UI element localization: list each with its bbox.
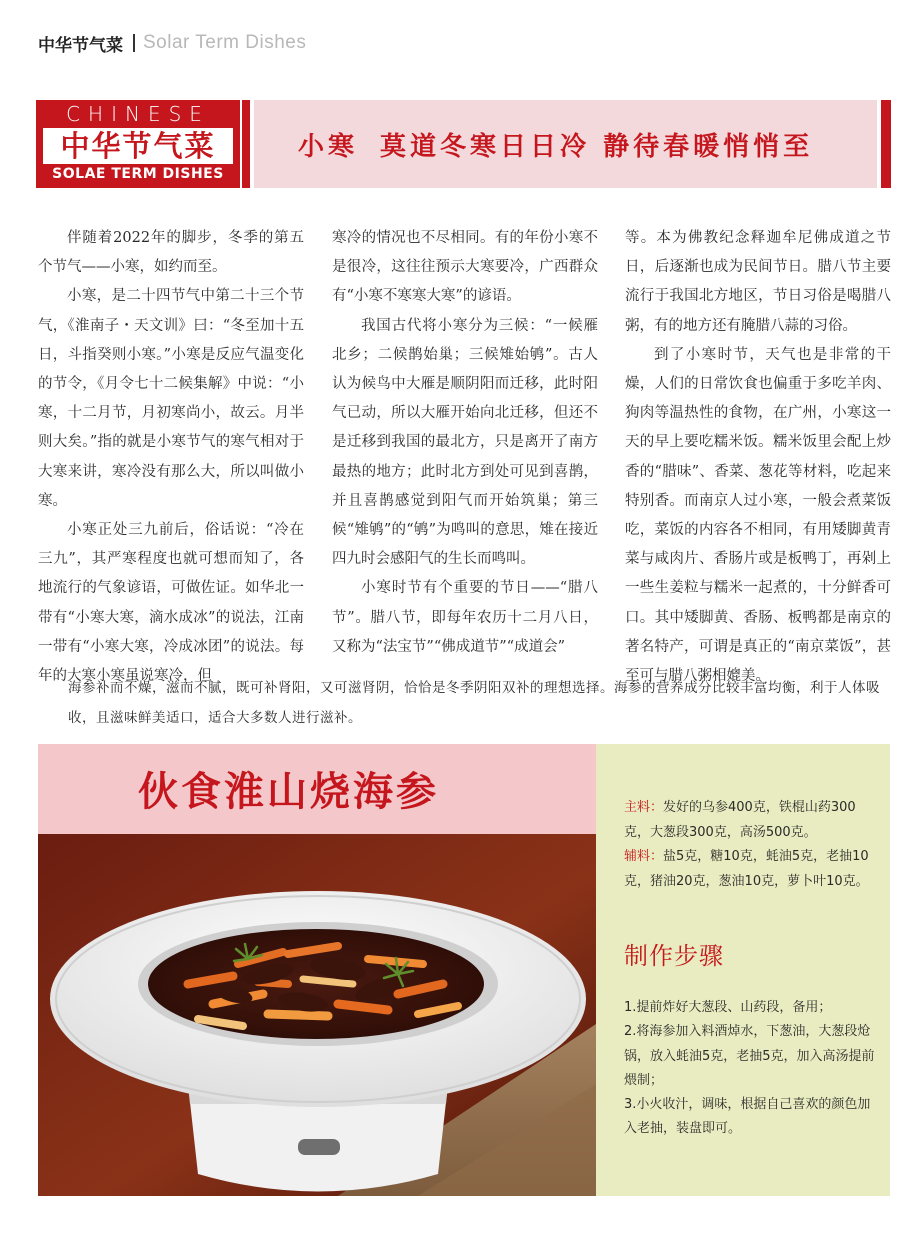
- dish-title: 伙食淮山烧海参: [138, 768, 439, 815]
- main-ingredients: [624, 796, 878, 845]
- paragraph: 寒冷的情况也不尽相同。有的年份小寒不是很冷，这往往预示大寒要冷，广西群众有“小寒不寒寒大寒”的谚语。: [332, 230, 598, 305]
- aux-ingredients: [624, 845, 878, 894]
- running-header-en: Solar Term Dishes: [143, 32, 307, 53]
- dish-photo: [38, 834, 596, 1196]
- logo-english-top: CHINESE: [66, 102, 210, 126]
- aux-ingredients-text: 盐5克，糖10克，蚝油5克，老抽10克，猪油20克，葱油10克，萝卜叶10克。: [624, 849, 869, 889]
- steps-list: [624, 996, 880, 1142]
- banner-title: [298, 126, 813, 163]
- recipe-info-panel: [596, 744, 890, 1196]
- dish-title-panel: [38, 744, 596, 834]
- banner-divider-left: [242, 100, 250, 188]
- running-header: [38, 30, 306, 56]
- steps-heading: 制作步骤: [624, 942, 724, 970]
- column-logo: [36, 100, 240, 188]
- banner-title-panel: [254, 100, 877, 188]
- paragraph: 到了小寒时节，天气也是非常的干燥，人们的日常饮食也偏重于多吃羊肉、狗肉等温热性的食物，在广州，小寒这一天的早上要吃糯米饭。糯米饭里会配上炒香的“腊味”、香菜、葱花等材料，吃起来特别香。而南京人过小寒，一般会煮菜饭吃，菜饭的内容各不相同，有用矮脚黄青菜与咸肉片、香肠片或是板鸭丁，再剁上一些生姜粒与糯米一起煮的，十分鲜香可口。其中矮脚黄、香肠、板鸭都是南京的著名特产，可谓是真正的“南京菜饭”，甚至可与腊八粥相媲美。: [625, 346, 891, 685]
- logo-chinese: 中华节气菜: [60, 129, 216, 163]
- paragraph: 等。本为佛教纪念释迦牟尼佛成道之节日，后逐渐也成为民间节日。腊八节主要流行于我国北方地区，节日习俗是喝腊八粥，有的地方还有腌腊八蒜的习俗。: [625, 230, 891, 334]
- step-item: 3.小火收汁，调味，根据自己喜欢的颜色加入老抽，装盘即可。: [624, 1097, 871, 1137]
- article-column-2: [332, 224, 598, 662]
- aux-ingredients-label: 辅料：: [624, 849, 664, 864]
- logo-english-bottom: SOLAE TERM DISHES: [52, 166, 224, 182]
- solar-term-name: 小寒: [298, 131, 359, 162]
- logo-cn-plate: [43, 128, 233, 164]
- banner-motto: 莫道冬寒日日冷 静待春暖悄悄至: [380, 131, 814, 162]
- step-item: 2.将海参加入料酒焯水，下葱油，大葱段炝锅，放入蚝油5克，老抽5克，加入高汤提前煨制；: [624, 1024, 875, 1088]
- running-header-divider: [133, 34, 135, 52]
- article-column-1: [38, 224, 304, 691]
- running-header-cn: 中华节气菜: [38, 35, 123, 56]
- main-ingredients-label: 主料：: [624, 800, 664, 815]
- main-ingredients-text: 发好的乌参400克，铁棍山药300克，大葱段300克，高汤500克。: [624, 800, 856, 840]
- banner-divider-right: [881, 100, 891, 188]
- paragraph: 小寒，是二十四节气中第二十三个节气，《淮南子・天文训》曰：“冬至加十五日，斗指癸则小寒。”小寒是反应气温变化的节令，《月令七十二候集解》中说：“小寒，十二月节，月初寒尚小，故云。月半则大矣。”指的就是小寒节气的寒气相对于大寒来讲，寒冷没有那么大，所以叫做小寒。: [38, 288, 304, 509]
- paragraph: 小寒时节有个重要的节日——“腊八节”。腊八节，即每年农历十二月八日，又称为“法宝节”“佛成道节”“成道会”: [332, 580, 598, 655]
- title-banner: [36, 100, 891, 188]
- paragraph: 伴随着2022年的脚步，冬季的第五个节气——小寒，如约而至。: [38, 230, 304, 276]
- paragraph: 我国古代将小寒分为三候：“一候雁北乡；二候鹊始巢；三候雉始鸲”。古人认为候鸟中大雁是顺阴阳而迁移，此时阳气已动，所以大雁开始向北迁移，但还不是迁移到我国的最北方，只是离开了南方最热的地方；此时北方到处可见到喜鹊，并且喜鹊感觉到阳气而开始筑巢；第三候“雉鸲”的“鸲”为鸣叫的意思，雉在接近四九时会感阳气的生长而鸣叫。: [332, 317, 598, 568]
- ingredients-block: [624, 796, 878, 894]
- recipe-intro: 海参补而不燥，滋而不腻，既可补肾阳，又可滋肾阴，恰恰是冬季阴阳双补的理想选择。海参的营养成分比较丰富均衡，利于人体吸收，且滋味鲜美适口，适合大多数人进行滋补。: [68, 680, 880, 726]
- article-column-3: [625, 224, 891, 691]
- paragraph: 小寒正处三九前后，俗话说：“冷在三九”，其严寒程度也就可想而知了，各地流行的气象谚语，可做佐证。如华北一带有“小寒大寒，滴水成冰”的说法，江南一带有“小寒大寒，冷成冰团”的说法。每年的大寒小寒虽说寒冷，但: [38, 522, 304, 685]
- step-item: 1.提前炸好大葱段、山药段，备用；: [624, 1000, 832, 1015]
